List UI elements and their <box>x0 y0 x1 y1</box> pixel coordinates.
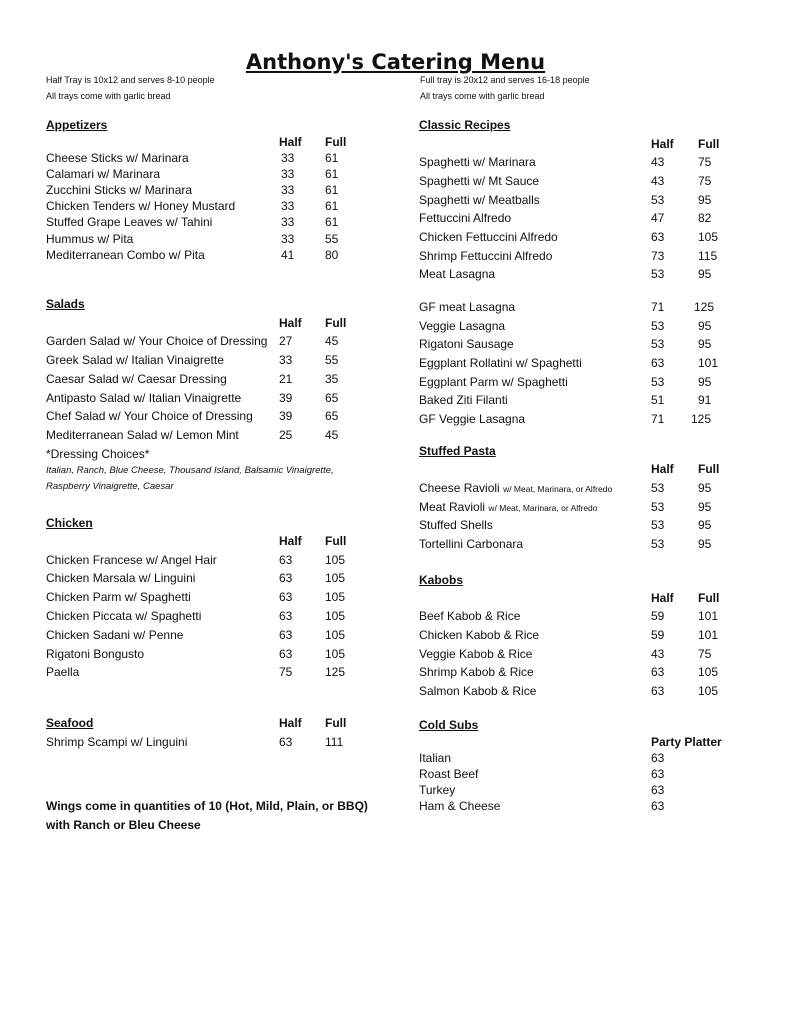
menu-item-name: Spaghetti w/ Marinara <box>419 155 536 169</box>
menu-item-name: Spaghetti w/ Meatballs <box>419 193 540 207</box>
menu-item-name: Baked Ziti Filanti <box>419 393 508 407</box>
menu-item-name: Hummus w/ Pita <box>46 232 134 246</box>
full-price: 61 <box>325 151 339 165</box>
appetizers-heading: Appetizers <box>46 118 108 132</box>
menu-item-name: Chef Salad w/ Your Choice of Dressing <box>46 409 253 423</box>
menu-item-name: Eggplant Parm w/ Spaghetti <box>419 375 568 389</box>
full-column-header: Full <box>698 462 720 476</box>
half-price: 33 <box>281 215 295 229</box>
dressing-choices-list: Raspberry Vinaigrette, Caesar <box>46 481 174 492</box>
half-column-header: Half <box>279 316 302 330</box>
half-price: 53 <box>651 518 665 532</box>
half-price: 53 <box>651 267 665 281</box>
salads-heading: Salads <box>46 297 85 311</box>
half-price: 39 <box>279 391 293 405</box>
classic-recipes-heading: Classic Recipes <box>419 118 511 132</box>
half-price: 63 <box>651 665 665 679</box>
half-price: 63 <box>279 647 293 661</box>
menu-item-name: Zucchini Sticks w/ Marinara <box>46 183 193 197</box>
full-price: 115 <box>698 249 718 263</box>
menu-item-name <box>419 481 612 495</box>
full-price: 105 <box>698 665 719 679</box>
full-price: 105 <box>325 571 346 585</box>
page-title: Anthony's Catering Menu <box>245 50 546 74</box>
full-tray-note: Full tray is 20x12 and serves 16-18 people <box>420 75 590 85</box>
menu-item-name: Chicken Marsala w/ Linguini <box>46 571 196 585</box>
full-price: 95 <box>698 193 712 207</box>
full-price: 95 <box>698 518 712 532</box>
half-price: 53 <box>651 319 665 333</box>
chicken-heading: Chicken <box>46 516 93 530</box>
menu-item-name: Cheese Sticks w/ Marinara <box>46 151 189 165</box>
full-price: 95 <box>698 500 712 514</box>
menu-item-name: Rigatoni Sausage <box>419 337 514 351</box>
menu-item-name: Tortellini Carbonara <box>419 537 524 551</box>
menu-item-name: Mediterranean Combo w/ Pita <box>46 248 205 262</box>
full-price: 105 <box>325 628 346 642</box>
half-price: 43 <box>651 647 665 661</box>
full-price: 105 <box>325 590 346 604</box>
full-price: 125 <box>325 665 346 679</box>
full-price: 101 <box>698 609 719 623</box>
menu-item-name: Eggplant Rollatini w/ Spaghetti <box>419 356 582 370</box>
full-column-header: Full <box>698 591 720 605</box>
half-price: 33 <box>281 199 295 213</box>
half-price: 53 <box>651 537 665 551</box>
full-price: 95 <box>698 319 712 333</box>
item-label: Cheese Ravioli <box>419 481 500 495</box>
full-price: 80 <box>325 248 339 262</box>
half-price: 39 <box>279 409 293 423</box>
full-price: 105 <box>698 230 719 244</box>
menu-item-name: Calamari w/ Marinara <box>46 167 161 181</box>
platter-price: 63 <box>651 767 665 781</box>
full-price: 45 <box>325 428 339 442</box>
stuffed-pasta-heading: Stuffed Pasta <box>419 444 496 458</box>
menu-item-name: Mediterranean Salad w/ Lemon Mint <box>46 428 239 442</box>
half-price: 33 <box>281 232 295 246</box>
half-price: 51 <box>651 393 665 407</box>
party-platter-column-header: Party Platter <box>651 735 722 749</box>
seafood-heading: Seafood <box>46 716 94 730</box>
half-price: 41 <box>281 248 295 262</box>
menu-item-name: GF meat Lasagna <box>419 300 516 314</box>
half-price: 43 <box>651 155 665 169</box>
menu-item-name: Veggie Lasagna <box>419 319 506 333</box>
half-column-header: Half <box>651 137 674 151</box>
menu-item-name: Fettuccini Alfredo <box>419 211 512 225</box>
half-tray-note: Half Tray is 10x12 and serves 8-10 people <box>46 75 215 85</box>
half-price: 47 <box>651 211 665 225</box>
full-price: 91 <box>698 393 712 407</box>
menu-item-name: Turkey <box>419 783 456 797</box>
menu-item-name: Chicken Tenders w/ Honey Mustard <box>46 199 236 213</box>
half-column-header: Half <box>651 462 674 476</box>
full-price: 111 <box>325 735 344 749</box>
menu-item-name: Roast Beef <box>419 767 479 781</box>
full-price: 61 <box>325 167 339 181</box>
menu-item-name: Beef Kabob & Rice <box>419 609 521 623</box>
half-column-header: Half <box>279 716 302 730</box>
menu-item-name: Garden Salad w/ Your Choice of Dressing <box>46 334 268 348</box>
menu-item-name: Greek Salad w/ Italian Vinaigrette <box>46 353 224 367</box>
full-price: 105 <box>325 647 346 661</box>
full-column-header: Full <box>325 716 347 730</box>
menu-item-name <box>419 500 598 514</box>
platter-price: 63 <box>651 799 665 813</box>
menu-item-name: Chicken Kabob & Rice <box>419 628 540 642</box>
platter-price: 63 <box>651 751 665 765</box>
full-price: 75 <box>698 155 712 169</box>
menu-item-name: Shrimp Fettuccini Alfredo <box>419 249 553 263</box>
menu-item-name: Meat Lasagna <box>419 267 496 281</box>
item-label: Meat Ravioli <box>419 500 486 514</box>
menu-item-name: Shrimp Kabob & Rice <box>419 665 534 679</box>
dressing-choices-list: Italian, Ranch, Blue Cheese, Thousand Island, Balsamic Vinaigrette, <box>46 465 334 476</box>
menu-item-name: Chicken Piccata w/ Spaghetti <box>46 609 202 623</box>
platter-price: 63 <box>651 783 665 797</box>
full-price: 61 <box>325 215 339 229</box>
menu-item-name: Chicken Fettuccini Alfredo <box>419 230 558 244</box>
menu-item-name: Paella <box>46 665 80 679</box>
half-price: 63 <box>279 590 293 604</box>
full-price: 45 <box>325 334 339 348</box>
full-price: 95 <box>698 337 712 351</box>
half-price: 53 <box>651 337 665 351</box>
half-price: 75 <box>279 665 293 679</box>
menu-item-name: Ham & Cheese <box>419 799 501 813</box>
half-price: 33 <box>281 151 295 165</box>
full-price: 61 <box>325 183 339 197</box>
full-price: 55 <box>325 232 339 246</box>
garlic-bread-note: All trays come with garlic bread <box>46 91 171 101</box>
full-column-header: Full <box>325 534 347 548</box>
half-column-header: Half <box>651 591 674 605</box>
full-price: 95 <box>698 481 712 495</box>
half-price: 63 <box>279 571 293 585</box>
menu-item-name: Stuffed Shells <box>419 518 493 532</box>
full-price: 95 <box>698 267 712 281</box>
half-price: 21 <box>279 372 293 386</box>
half-price: 53 <box>651 375 665 389</box>
kabobs-heading: Kabobs <box>419 573 464 587</box>
half-price: 73 <box>651 249 665 263</box>
full-price: 101 <box>698 628 719 642</box>
full-price: 95 <box>698 375 712 389</box>
menu-item-name: Rigatoni Bongusto <box>46 647 145 661</box>
full-column-header: Full <box>325 316 347 330</box>
menu-item-name: Stuffed Grape Leaves w/ Tahini <box>46 215 213 229</box>
full-price: 105 <box>325 553 346 567</box>
full-price: 105 <box>325 609 346 623</box>
dressing-choices-heading: *Dressing Choices* <box>46 447 150 461</box>
half-price: 59 <box>651 609 665 623</box>
half-price: 63 <box>279 628 293 642</box>
full-price: 95 <box>698 537 712 551</box>
full-price: 125 <box>694 300 715 314</box>
half-price: 63 <box>651 684 665 698</box>
half-price: 53 <box>651 481 665 495</box>
full-column-header: Full <box>325 135 347 149</box>
full-price: 101 <box>698 356 719 370</box>
half-price: 71 <box>651 300 665 314</box>
menu-item-name: Chicken Parm w/ Spaghetti <box>46 590 191 604</box>
half-price: 27 <box>279 334 293 348</box>
full-price: 105 <box>698 684 719 698</box>
full-price: 55 <box>325 353 339 367</box>
menu-item-name: Spaghetti w/ Mt Sauce <box>419 174 540 188</box>
half-column-header: Half <box>279 135 302 149</box>
half-price: 63 <box>651 230 665 244</box>
full-price: 65 <box>325 391 339 405</box>
half-price: 63 <box>279 609 293 623</box>
full-price: 65 <box>325 409 339 423</box>
wings-note: Wings come in quantities of 10 (Hot, Mild, Plain, or BBQ) <box>46 799 368 813</box>
menu-item-name: Caesar Salad w/ Caesar Dressing <box>46 372 227 386</box>
half-price: 43 <box>651 174 665 188</box>
half-price: 59 <box>651 628 665 642</box>
full-price: 82 <box>698 211 712 225</box>
half-price: 33 <box>279 353 293 367</box>
menu-item-name: Chicken Francese w/ Angel Hair <box>46 553 217 567</box>
half-price: 71 <box>651 412 665 426</box>
menu-item-name: Italian <box>419 751 452 765</box>
half-price: 63 <box>279 553 293 567</box>
garlic-bread-note-right: All trays come with garlic bread <box>420 91 545 101</box>
menu-item-name: Veggie Kabob & Rice <box>419 647 533 661</box>
half-price: 53 <box>651 193 665 207</box>
wings-note: with Ranch or Bleu Cheese <box>46 818 201 832</box>
item-sauce-note: w/ Meat, Marinara, or Alfredo <box>488 503 598 513</box>
menu-item-name: Chicken Sadani w/ Penne <box>46 628 184 642</box>
half-price: 33 <box>281 183 295 197</box>
full-price: 75 <box>698 174 712 188</box>
half-price: 25 <box>279 428 293 442</box>
full-price: 35 <box>325 372 339 386</box>
half-price: 63 <box>651 356 665 370</box>
half-column-header: Half <box>279 534 302 548</box>
menu-item-name: GF Veggie Lasagna <box>419 412 526 426</box>
half-price: 33 <box>281 167 295 181</box>
full-price: 75 <box>698 647 712 661</box>
full-price: 61 <box>325 199 339 213</box>
menu-item-name: Shrimp Scampi w/ Linguini <box>46 735 188 749</box>
full-price: 125 <box>691 412 712 426</box>
half-price: 63 <box>279 735 293 749</box>
menu-item-name: Salmon Kabob & Rice <box>419 684 537 698</box>
cold-subs-heading: Cold Subs <box>419 718 479 732</box>
item-sauce-note: w/ Meat, Marinara, or Alfredo <box>503 484 613 494</box>
full-column-header: Full <box>698 137 720 151</box>
menu-item-name: Antipasto Salad w/ Italian Vinaigrette <box>46 391 242 405</box>
half-price: 53 <box>651 500 665 514</box>
